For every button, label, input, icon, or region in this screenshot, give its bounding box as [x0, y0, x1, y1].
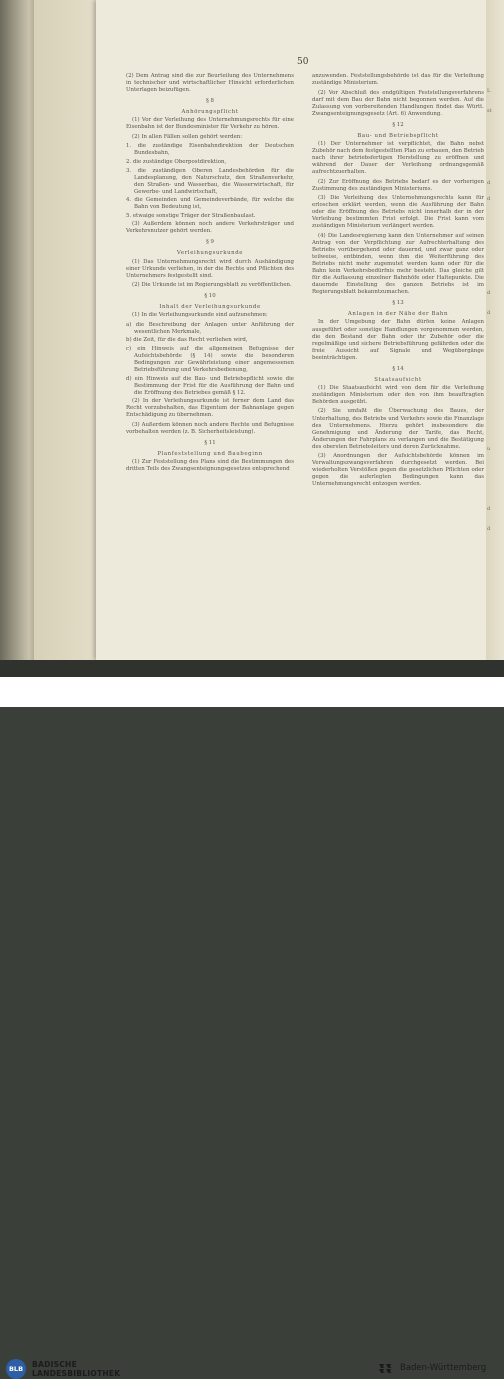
section-heading: Inhalt der Verleihungsurkunde: [159, 304, 261, 311]
section-number: § 11: [204, 440, 216, 447]
margin-fragment: d: [487, 526, 491, 532]
paragraph: (4) Die Landesregierung kann den Unternehmer auf seinen Antrag von der Verpflichtung zur Aufrechterhaltung des Betriebs vorübergehend oder dauernd, und zwar ganz oder teilweise, entbinden, wenn ihm die Weiterführung des Betriebs nicht mehr zugemutet werden kann oder für die Bahn kein Verkehrsbedürfnis mehr besteht. Das gleiche gilt für die Auflassung einzelner Bahnhöfe oder Haltepunkte. Die dauernde Einstellung des ganzen Betriebs ist im Regierungsblatt bekanntzumachen.: [312, 232, 484, 296]
paragraph: (2) In allen Fällen sollen gehört werden:: [132, 133, 243, 140]
margin-fragment: st: [487, 108, 492, 114]
paragraph: (2) Vor Abschluß des endgültigen Feststellungsverfahrens darf mit dem Bau der Bahn nicht begonnen werden. Auf die Zulassung von vorbereitenden Handlungen findet das Württ. Zwangsenteignungsgesetz (Art. 6) Anwendung.: [312, 89, 484, 117]
paragraph: (2) Die Urkunde ist im Regierungsblatt zu veröffentlichen.: [132, 282, 292, 289]
paragraph: (1) Das Unternehmungsrecht wird durch Aushändigung einer Urkunde verliehen, in der die Rechte und Pflichten des Unternehmers festgestellt sind.: [126, 258, 294, 279]
section-number: § 12: [392, 121, 404, 128]
library-name-line1: BADISCHE: [32, 1360, 77, 1369]
text-column-right: [312, 73, 484, 491]
section-heading: Anlagen in der Nähe der Bahn: [347, 311, 449, 318]
margin-fragment: L: [487, 88, 491, 94]
book-binding-edge: [0, 0, 34, 677]
page-number: 50: [297, 57, 309, 67]
paragraph: (3) Außerdem können noch andere Verkehrsträger und Verkehrsnutzer gehört werden.: [126, 221, 294, 235]
footer-bar: [0, 677, 504, 1378]
paragraph: (2) Sie umfaßt die Überwachung des Baues, der Unterhaltung, des Betriebs und Verkehrs sowie die Finanzlage des Unternehmens. Hierzu gehört insbesondere die Genehmigung und Änderung der Tarife, das Recht, Änderungen der Fahrplans zu verlangen und die Bestätigung des obersten Betriebsleiters und deren Zurücknahme.: [312, 408, 484, 450]
list-item: 1. die zuständige Eisenbahndirektion der Deutschen Bundesbahn,: [126, 143, 294, 157]
paragraph: (1) Die Staatsaufsicht wird von dem für die Verleihung zuständigen Ministerium oder den von ihm beauftragten Behörden ausgeübt.: [312, 384, 484, 405]
blb-logo[interactable]: BLB: [6, 1359, 26, 1379]
text-column-left: [126, 73, 294, 476]
paragraph: (1) In die Verleihungsurkunde sind aufzunehmen:: [132, 312, 268, 319]
scan-bottom-border: [0, 660, 504, 677]
paragraph: (1) Der Unternehmer ist verpflichtet, die Bahn nebst Zubehör nach dem festgestellten Plan zu erbauen, den Betrieb nach ihrer betriebsfertigen Herstellung zu eröffnen und während der Dauer der Verleihung ordnungsgemäß aufrechtzuerhalten.: [312, 140, 484, 176]
margin-fragment: d: [487, 180, 491, 186]
section-heading: Planfeststellung und Baubeginn: [157, 451, 263, 458]
paragraph: (3) Anordnungen der Aufsichtsbehörde können im Verwaltungszwangsverfahren durchgesetzt werden. Bei wiederholten Verstößen gegen die gesetzlichen Pflichten oder gegen die auferlegten Bedingungen kann das Unternehmungsrecht entzogen werden.: [312, 453, 484, 488]
paragraph: (1) Zur Feststellung des Plans sind die Bestimmungen des dritten Teils des Zwangsenteignungsgesetzes entsprechend: [126, 459, 294, 473]
list-item: c) ein Hinweis auf die allgemeinen Befugnisse der Aufsichtsbehörde (§ 14) sowie die besonderen Bedingungen zur Gewährleistung einer angemessenen Betriebsführung und Verkehrsbedienung,: [126, 346, 294, 374]
facing-page-edge: [486, 0, 504, 660]
paragraph: (3) Die Verleihung des Unternehmungsrechts kann für erloschen erklärt werden, wenn die Ausführung der Bahn oder die Eröffnung des Betriebs nicht innerhalb der in der Verleihung bestimmten Frist erfolgt. Die Frist kann vom zuständigen Ministerium verlängert werden.: [312, 195, 484, 230]
section-number: § 10: [204, 293, 216, 300]
state-name[interactable]: Baden-Württemberg: [400, 1363, 487, 1373]
paragraph: (2) Zur Eröffnung des Betriebs bedarf es der vorherigen Zustimmung des zuständigen Ministeriums.: [312, 178, 484, 192]
section-heading: Bau- und Betriebspflicht: [357, 132, 439, 139]
section-number: § 8: [206, 98, 214, 105]
section-number: § 13: [392, 300, 404, 307]
section-number: § 14: [392, 365, 404, 372]
margin-fragment: d: [487, 506, 491, 512]
paragraph: (2) In der Verleihungsurkunde ist ferner dem Land das Recht vorzubehalten, das Eigentum der Bahnanlage gegen Entschädigung zu übernehmen.: [126, 398, 294, 419]
list-item: 4. die Gemeinden und Gemeindeverbände, für welche die Bahn von Bedeutung ist,: [126, 197, 294, 211]
list-item: d) ein Hinweis auf die Bau- und Betriebspflicht sowie die Bestimmung der Frist für die Ausführung der Bahn und die Eröffnung des Betriebes gemäß § 12.: [126, 375, 294, 396]
section-number: § 9: [206, 239, 214, 246]
section-heading: Verleihungsurkunde: [176, 250, 244, 257]
paragraph: anzuwenden. Feststellungsbehörde ist das für die Verleihung zuständige Ministerium.: [312, 73, 484, 87]
section-heading: Staatsaufsicht: [374, 376, 422, 383]
library-name-line2: LANDESBIBLIOTHEK: [32, 1369, 121, 1378]
library-name[interactable]: [32, 1360, 120, 1378]
margin-fragment: u: [487, 446, 491, 452]
paragraph: (2) Dem Antrag sind die zur Beurteilung des Unternehmens in technischer und wirtschaftlicher Hinsicht erforderlichen Unterlagen beizufügen.: [126, 73, 294, 94]
section-heading: Anhörungspflicht: [181, 109, 239, 116]
list-item: 3. die zuständigen Oberen Landesbehörden für die Landesplanung, den Naturschutz, den Straßenverkehr, den Straßen- und Wasserbau, die Wasserwirtschaft, für Gewerbe- und Landwirtschaft,: [126, 167, 294, 195]
list-item: a) die Beschreibung der Anlagen unter Anführung der wesentlichen Merkmale,: [126, 321, 294, 335]
list-item: b) die Zeit, für die das Recht verliehen wird,: [126, 337, 248, 344]
paragraph: (1) Vor der Verleihung des Unternehmungsrechts für eine Eisenbahn ist der Bundesminister für Verkehr zu hören.: [126, 117, 294, 131]
paragraph: (3) Außerdem können noch andere Rechte und Befugnisse vorbehalten werden (z. B. Sicherheitsleistung).: [126, 421, 294, 436]
paragraph: In der Umgebung der Bahn dürfen keine Anlagen ausgeführt oder sonstige Handlungen vorgenommen werden, die den Bestand der Bahn oder ihr Zubehör oder die regelmäßige und sichere Betriebsführung gefährden oder die freie Aussicht auf Signale und Wegübergänge beeinträchtigen.: [312, 319, 484, 361]
list-item: 5. etwaige sonstige Träger der Straßenbaulast.: [126, 212, 256, 219]
margin-fragment: d: [487, 310, 491, 316]
margin-fragment: d: [487, 196, 491, 202]
state-emblem-icon: [377, 1361, 393, 1376]
list-item: 2. die zuständige Oberpostdirektion,: [126, 158, 227, 165]
margin-fragment: d: [487, 290, 491, 296]
